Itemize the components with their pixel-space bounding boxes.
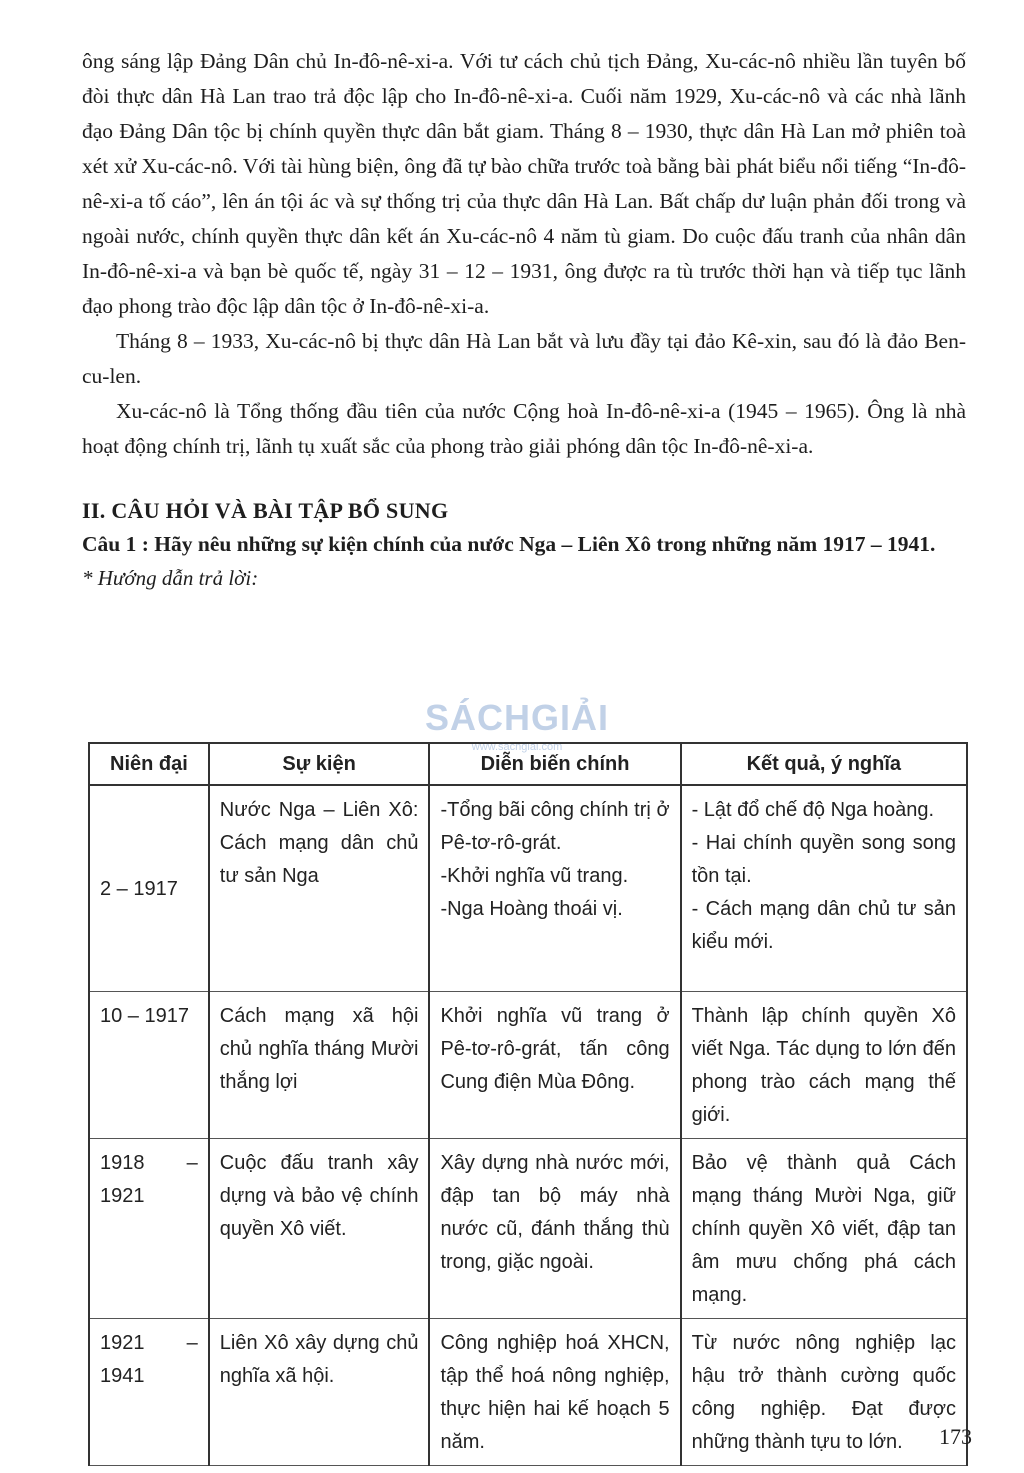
result-item: - Lật đổ chế độ Nga hoàng. bbox=[691, 799, 934, 821]
header-event: Sự kiện bbox=[209, 743, 430, 785]
table-header-row bbox=[89, 743, 967, 785]
paragraph-sukarno-biography: ông sáng lập Đảng Dân chủ In-đô-nê-xi-a. Với tư cách chủ tịch Đảng, Xu-các-nô nhiều lần tuyên bố đòi thực dân Hà Lan trao trả độc lập cho In-đô-nê-xi-a. Cuối năm 1929, Xu-các-nô và các nhà lãnh đạo Đảng Dân tộc bị chính quyền thực dân bắt giam. Tháng 8 – 1930, thực dân Hà Lan mở phiên toà xét xử Xu-các-nô. Với tài hùng biện, ông đã tự bào chữa trước toà bằng bài phát biểu nổi tiếng “In-đô-nê-xi-a tố cáo”, lên án tội ác và sự thống trị của thực dân Hà Lan. Bất chấp dư luận phản đối trong và ngoài nước, chính quyền thực dân kết án Xu-các-nô 4 năm tù giam. Do cuộc đấu tranh của nhân dân In-đô-nê-xi-a và bạn bè quốc tế, ngày 31 – 12 – 1931, ông được ra tù trước thời hạn và tiếp tục lãnh đạo phong trào độc lập dân tộc ở In-đô-nê-xi-a. bbox=[82, 49, 966, 318]
cell-year: 10 – 1917 bbox=[89, 991, 209, 1138]
result-item: - Cách mạng dân chủ tư sản kiểu mới. bbox=[691, 898, 956, 953]
header-developments: Diễn biến chính bbox=[429, 743, 680, 785]
paragraph-president: Xu-các-nô là Tổng thống đầu tiên của nước Cộng hoà In-đô-nê-xi-a (1945 – 1965). Ông là nhà hoạt động chính trị, lãnh tụ xuất sắc của phong trào giải phóng dân tộc In-đô-nê-xi-a. bbox=[82, 399, 966, 458]
watermark-url: www.sachgiai.com bbox=[471, 741, 563, 753]
cell-event: Cuộc đấu tranh xây dựng và bảo vệ chính quyền Xô viết. bbox=[209, 1138, 430, 1318]
table-row bbox=[89, 785, 967, 991]
watermark-text: SÁCHGIẢI bbox=[424, 697, 609, 738]
development-item: -Tổng bãi công chính trị ở Pê-tơ-rô-grát. bbox=[440, 799, 670, 854]
cell-developments: Xây dựng nhà nước mới, đập tan bộ máy nhà nước cũ, đánh thắng thù trong, giặc ngoài. bbox=[429, 1138, 680, 1318]
section-title: II. CÂU HỎI VÀ BÀI TẬP BỔ SUNG bbox=[82, 498, 449, 523]
table-row bbox=[89, 1318, 967, 1465]
cell-year: 1921 – 1941 bbox=[89, 1318, 209, 1465]
development-item: -Nga Hoàng thoái vị. bbox=[440, 898, 623, 920]
cell-event: Liên Xô xây dựng chủ nghĩa xã hội. bbox=[209, 1318, 430, 1465]
answer-guide-label: * Hướng dẫn trả lời: bbox=[82, 566, 259, 590]
cell-results bbox=[681, 785, 967, 991]
development-item: -Khởi nghĩa vũ trang. bbox=[440, 865, 629, 887]
cell-event: Cách mạng xã hội chủ nghĩa tháng Mười thắng lợi bbox=[209, 991, 430, 1138]
cell-results: Bảo vệ thành quả Cách mạng tháng Mười Nga, giữ chính quyền Xô viết, đập tan âm mưu chống phá cách mạng. bbox=[681, 1138, 967, 1318]
header-year: Niên đại bbox=[89, 743, 209, 785]
result-item: - Hai chính quyền song song tồn tại. bbox=[691, 832, 956, 887]
events-table bbox=[88, 742, 968, 1466]
question-1: Câu 1 : Hãy nêu những sự kiện chính của nước Nga – Liên Xô trong những năm 1917 – 1941. bbox=[82, 532, 936, 556]
header-results: Kết quả, ý nghĩa bbox=[681, 743, 967, 785]
cell-year: 1918 – 1921 bbox=[89, 1138, 209, 1318]
table-row bbox=[89, 1138, 967, 1318]
table-row bbox=[89, 991, 967, 1138]
cell-results: Từ nước nông nghiệp lạc hậu trở thành cường quốc công nghiệp. Đạt được những thành tựu to lớn. bbox=[681, 1318, 967, 1465]
cell-developments bbox=[429, 785, 680, 991]
cell-developments: Khởi nghĩa vũ trang ở Pê-tơ-rô-grát, tấn công Cung điện Mùa Đông. bbox=[429, 991, 680, 1138]
page-number: 173 bbox=[939, 1424, 972, 1449]
cell-developments: Công nghiệp hoá XHCN, tập thể hoá nông nghiệp, thực hiện hai kế hoạch 5 năm. bbox=[429, 1318, 680, 1465]
page-body bbox=[82, 44, 966, 595]
cell-results: Thành lập chính quyền Xô viết Nga. Tác dụng to lớn đến phong trào cách mạng thế giới. bbox=[681, 991, 967, 1138]
cell-event: Nước Nga – Liên Xô: Cách mạng dân chủ tư sản Nga bbox=[209, 785, 430, 991]
cell-year: 2 – 1917 bbox=[89, 785, 209, 991]
paragraph-exile: Tháng 8 – 1933, Xu-các-nô bị thực dân Hà Lan bắt và lưu đầy tại đảo Kê-xin, sau đó là đảo Ben-cu-len. bbox=[82, 329, 966, 388]
